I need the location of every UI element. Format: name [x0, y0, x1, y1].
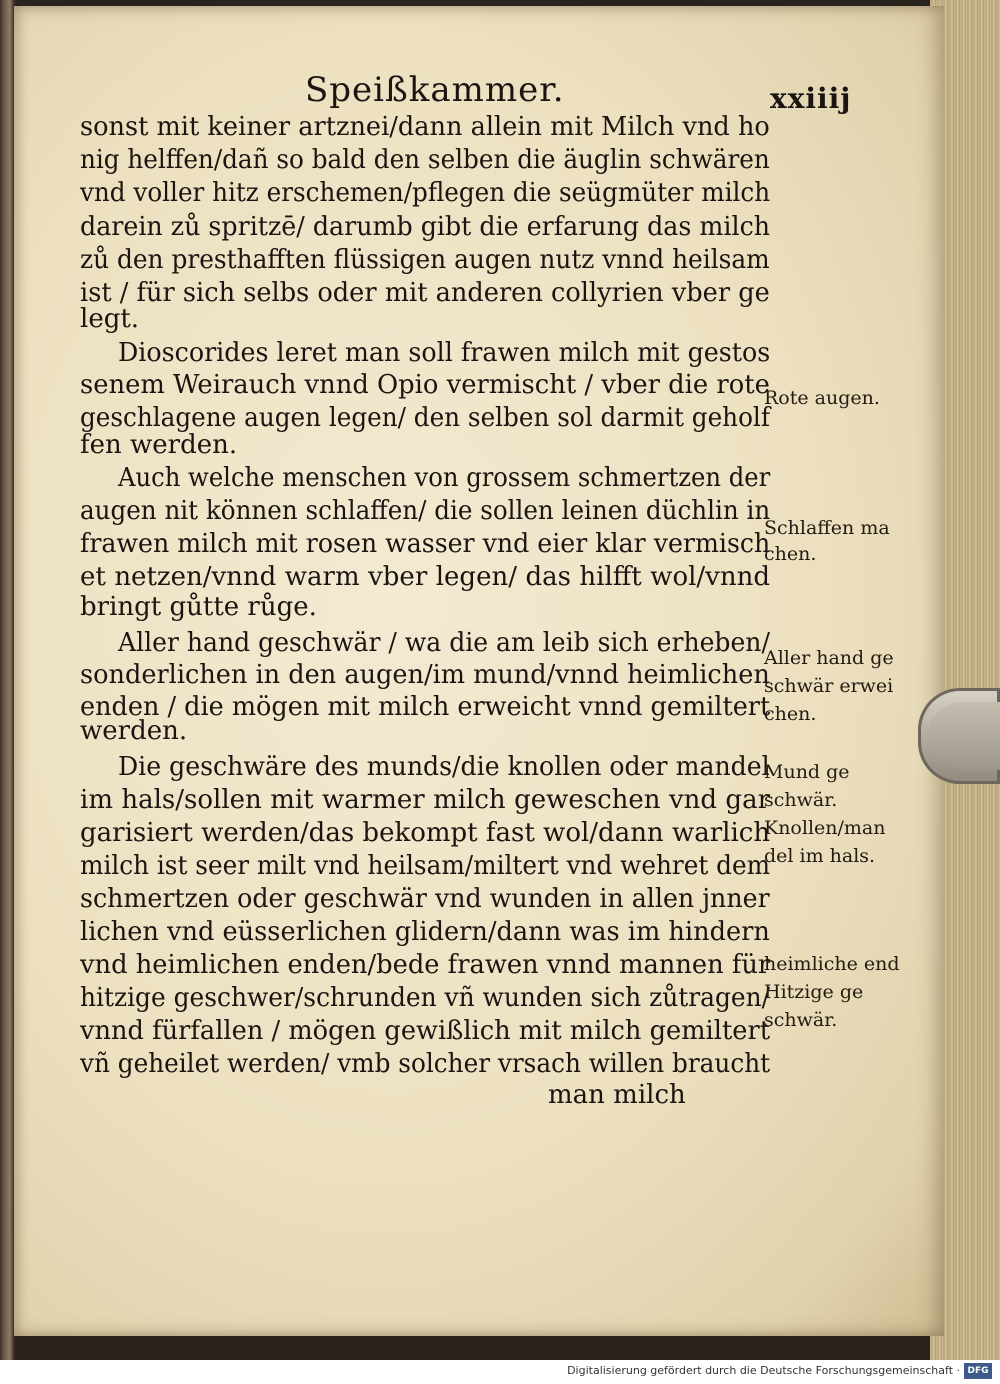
margin-note: Aller hand ge [764, 647, 894, 669]
body-line: schmertzen oder geschwär vnd wunden in allen jnner [80, 884, 770, 914]
body-line: geschlagene augen legen/ den selben sol darmit geholf [80, 403, 770, 433]
body-line: et netzen/vnnd warm vber legen/ das hilfft wol/vnnd [80, 562, 770, 592]
footer-bar [0, 1360, 1000, 1384]
margin-note: del im hals. [764, 845, 876, 867]
margin-note: schwär. [764, 1009, 838, 1031]
folio-number: xxiiij [770, 82, 852, 115]
body-line: frawen milch mit rosen wasser vnd eier klar vermisch [80, 529, 771, 559]
body-line: Aller hand geschwär / wa die am leib sich erheben/ [118, 628, 770, 658]
margin-note: schwär. [764, 789, 838, 811]
body-line: legt. [80, 304, 140, 334]
body-line: hitzige geschwer/schrunden vñ wunden sich zůtragen/ [80, 983, 771, 1013]
margin-note: Rote augen. [764, 387, 880, 409]
body-line: nig helffen/dañ so bald den selben die äuglin schwären [80, 145, 770, 175]
dfg-logo-icon: DFG [964, 1363, 992, 1379]
body-line: Auch welche menschen von grossem schmertzen der [118, 463, 771, 493]
margin-note: chen. [764, 703, 817, 725]
margin-note: Schlaffen ma [764, 517, 890, 539]
body-line: bringt gůtte růge. [80, 592, 317, 622]
body-line: garisiert werden/das bekompt fast wol/dann warlich [80, 818, 771, 848]
body-line: vnd heimlichen enden/bede frawen vnnd mannen für [80, 950, 771, 980]
body-line: milch ist seer milt vnd heilsam/miltert vnd wehret dem [80, 851, 771, 881]
body-line: ist / für sich selbs oder mit anderen collyrien vber ge [80, 278, 770, 308]
catchword: man milch [548, 1080, 686, 1110]
book-clasp [918, 688, 1000, 784]
body-line: lichen vnd eüsserlichen glidern/dann was im hindern [80, 917, 770, 947]
funding-credit: Digitalisierung gefördert durch die Deutsche Forschungsgemeinschaft · [567, 1364, 960, 1377]
body-line: zů den presthafften flüssigen augen nutz vnnd heilsam [80, 245, 770, 275]
body-line: Dioscorides leret man soll frawen milch mit gestos [118, 338, 771, 368]
margin-note: heimliche end [764, 953, 900, 975]
margin-note: Knollen/man [764, 817, 886, 839]
body-line: augen nit können schlaffen/ die sollen leinen düchlin in [80, 496, 771, 526]
body-line: vnnd fürfallen / mögen gewißlich mit milch gemiltert [80, 1016, 771, 1046]
margin-note: chen. [764, 543, 817, 565]
margin-note: Hitzige ge [764, 981, 864, 1003]
running-header: Speißkammer. [305, 70, 565, 110]
body-line: Die geschwäre des munds/die knollen oder mandel [118, 752, 770, 782]
body-line: senem Weirauch vnnd Opio vermischt / vber die rote [80, 370, 770, 400]
body-line: sonst mit keiner artznei/dann allein mit Milch vnd ho [80, 112, 770, 142]
body-line: werden. [80, 716, 188, 746]
body-line: fen werden. [80, 430, 238, 460]
margin-note: schwär erwei [764, 675, 894, 697]
body-line: vñ geheilet werden/ vmb solcher vrsach willen braucht [80, 1049, 771, 1079]
body-line: vnd voller hitz erschemen/pflegen die seügmüter milch [80, 178, 771, 208]
body-line: darein zů spritzē/ darumb gibt die erfarung das milch [80, 212, 771, 242]
body-line: enden / die mögen mit milch erweicht vnnd gemiltert [80, 692, 771, 722]
body-line: im hals/sollen mit warmer milch geweschen vnd gar [80, 785, 770, 815]
body-line: sonderlichen in den augen/im mund/vnnd heimlichen [80, 660, 770, 690]
margin-note: Mund ge [764, 761, 850, 783]
